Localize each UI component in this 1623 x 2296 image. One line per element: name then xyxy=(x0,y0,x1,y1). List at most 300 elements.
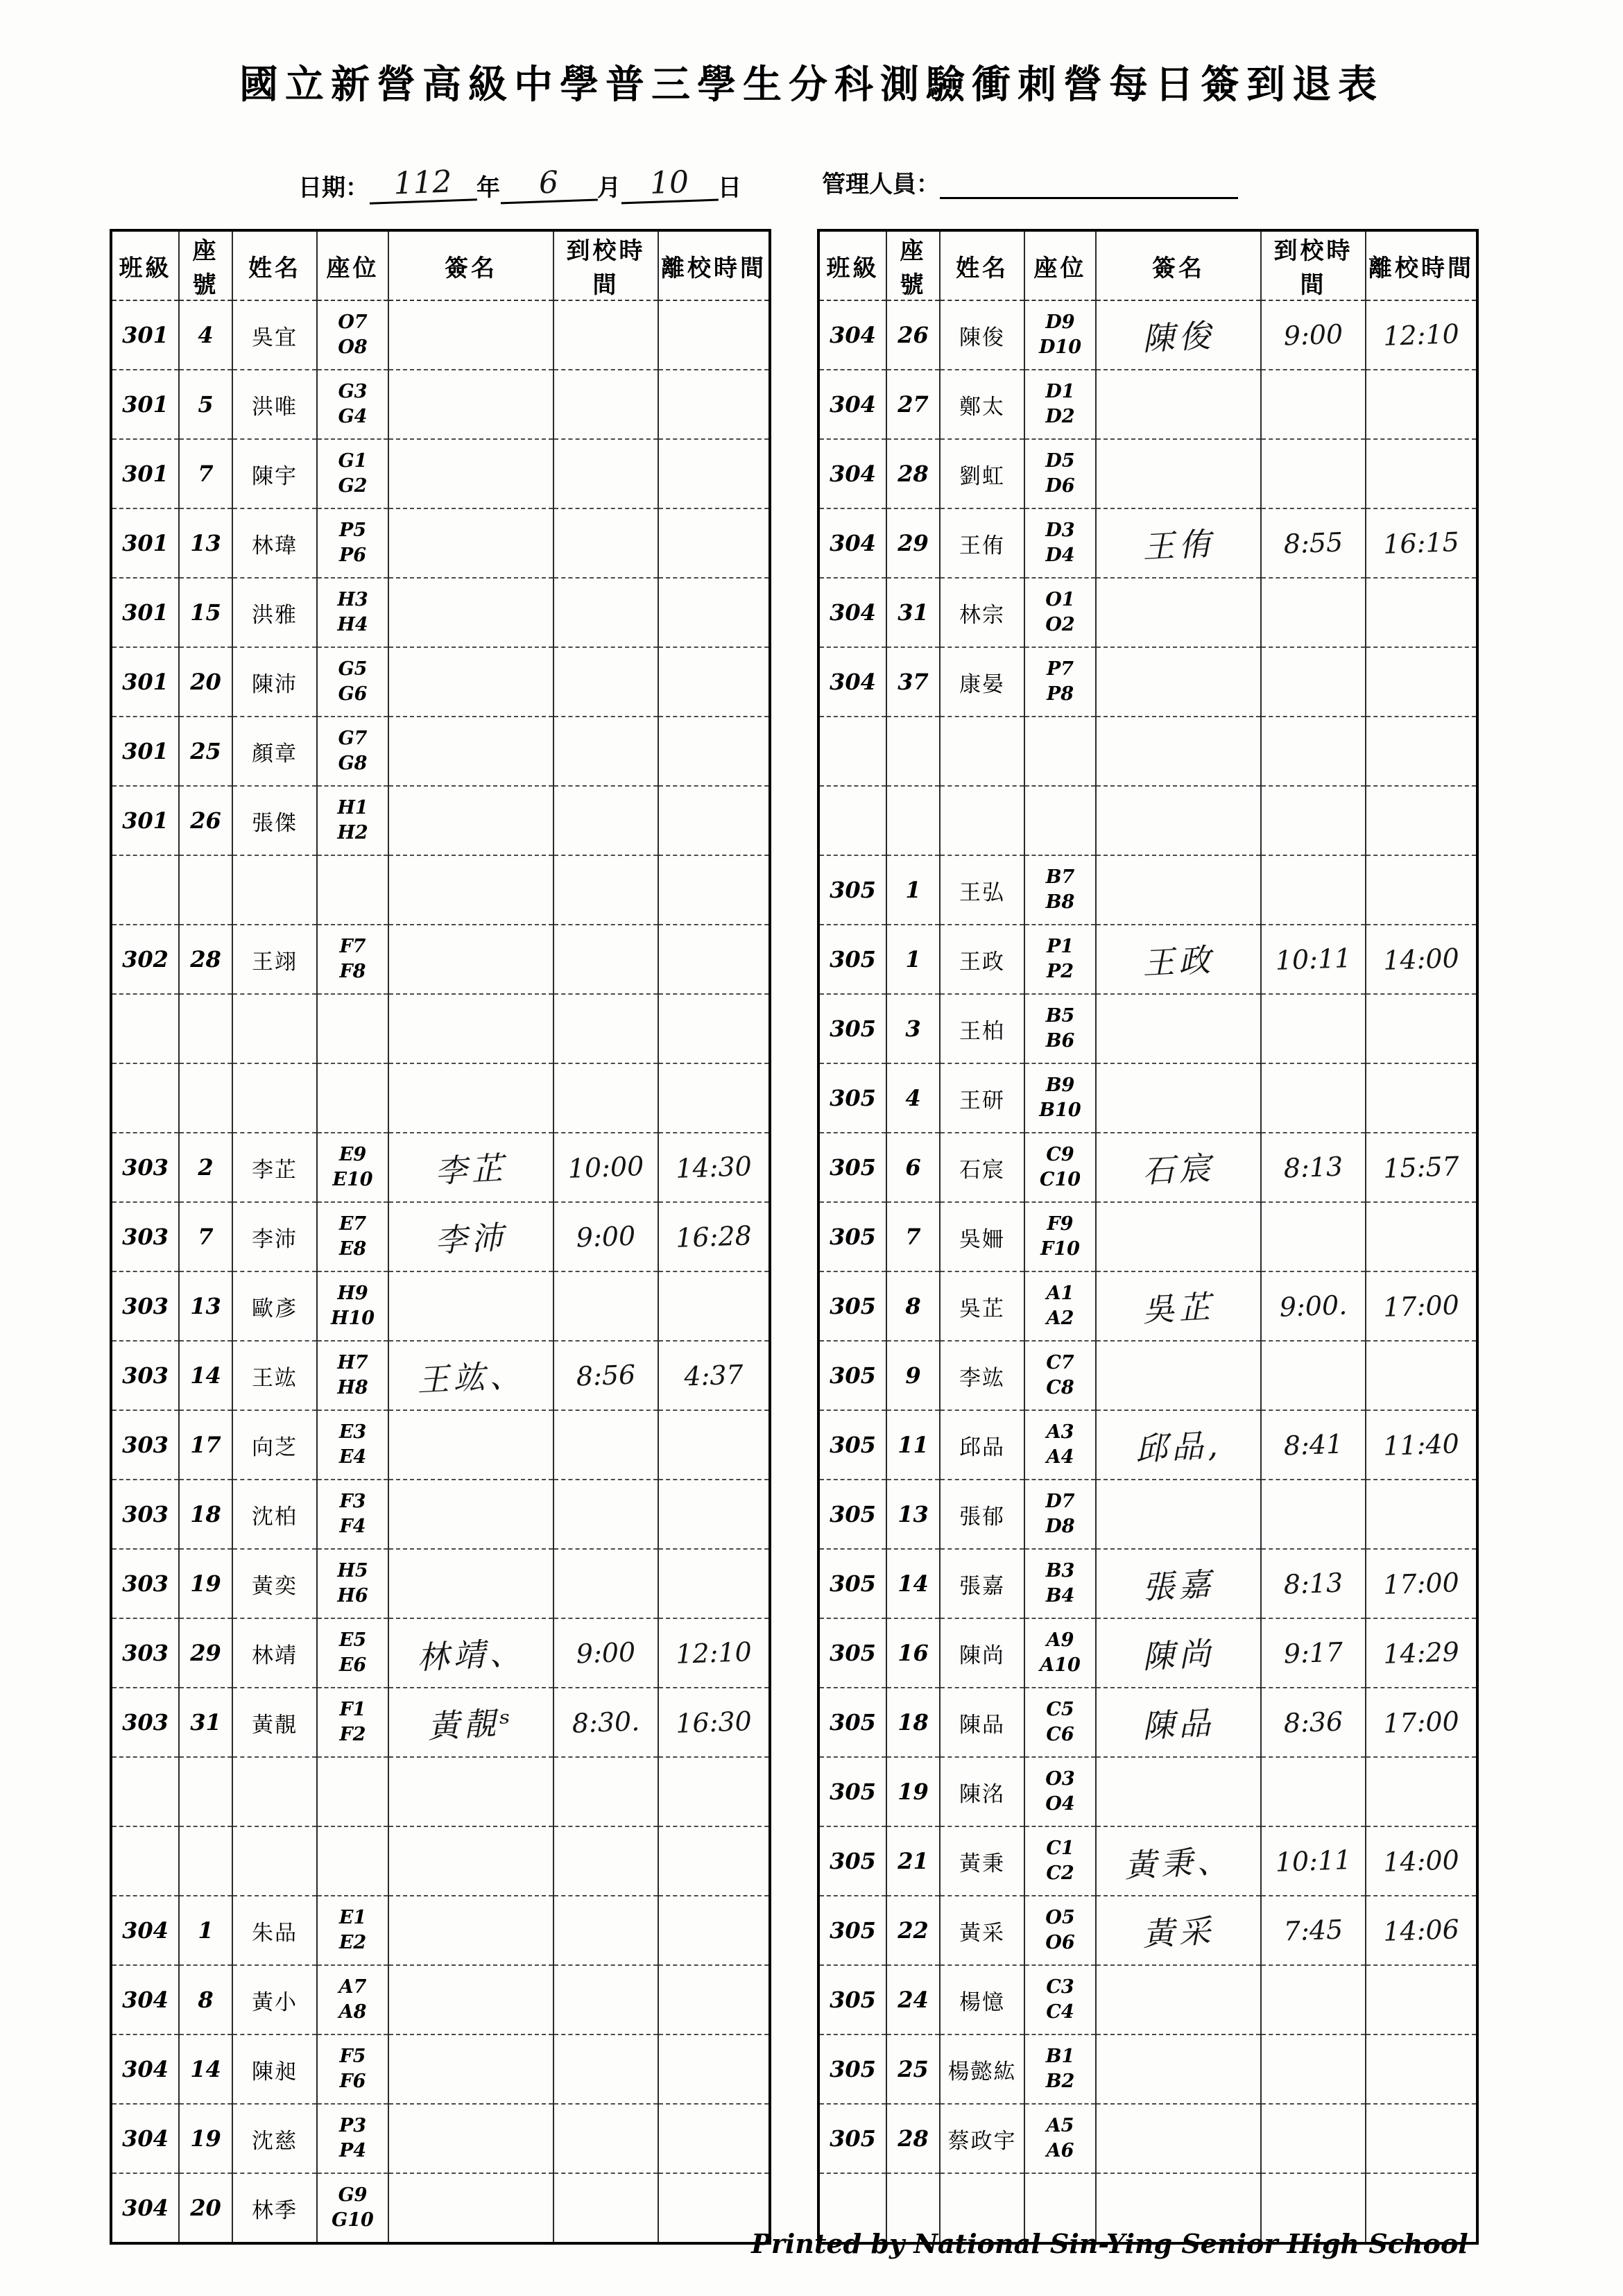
cell-name: 張傑 xyxy=(232,786,317,855)
cell-signature xyxy=(1094,851,1263,929)
cell-departure xyxy=(657,1824,771,1898)
table-row xyxy=(818,1480,1477,1549)
cell-name: 石宸 xyxy=(940,1133,1024,1202)
cell-name: 黃采 xyxy=(940,1896,1024,1965)
column-header: 離校時間 xyxy=(658,230,770,300)
cell-departure: 12:10 xyxy=(1364,298,1478,372)
cell-signature xyxy=(1094,2100,1263,2177)
cell-signature xyxy=(387,643,556,721)
cell-signature xyxy=(387,1267,556,1345)
table-row xyxy=(818,1618,1477,1688)
cell-seat: A9 A10 xyxy=(1024,1618,1096,1688)
cell-class: 301 xyxy=(111,300,179,370)
table-row xyxy=(818,300,1477,370)
cell-signature xyxy=(1094,1059,1263,1137)
cell-seat: A7 A8 xyxy=(317,1965,388,2034)
cell-seat: A5 A6 xyxy=(1024,2104,1096,2173)
cell-seat: G3 G4 xyxy=(317,370,388,439)
table-row xyxy=(111,1133,770,1202)
table-row xyxy=(111,1549,770,1618)
cell-class: 304 xyxy=(111,2034,179,2104)
cell-name: 林季 xyxy=(232,2173,317,2243)
cell-seatno: 20 xyxy=(179,647,232,717)
cell-arrival xyxy=(552,645,659,718)
cell-arrival xyxy=(552,1894,659,1967)
cell-class: 305 xyxy=(818,1480,886,1549)
cell-departure xyxy=(657,853,771,927)
cell-seat: O5 O6 xyxy=(1024,1896,1096,1965)
cell-departure xyxy=(1364,1339,1478,1412)
date-year-field: 112 xyxy=(368,163,477,204)
cell-class: 303 xyxy=(111,1271,179,1341)
cell-arrival xyxy=(552,784,659,857)
cell-departure xyxy=(657,784,771,857)
cell-seat: C7 C8 xyxy=(1024,1341,1096,1410)
cell-name xyxy=(232,994,317,1063)
table-row xyxy=(818,1063,1477,1133)
cell-signature: 陳品 xyxy=(1094,1684,1263,1761)
cell-arrival xyxy=(552,1824,659,1897)
cell-seatno xyxy=(179,1826,232,1896)
cell-seatno: 20 xyxy=(179,2173,232,2243)
cell-class: 305 xyxy=(818,1965,886,2034)
table-row xyxy=(111,1410,770,1480)
cell-name: 陳俊 xyxy=(940,300,1024,370)
cell-seat: E3 E4 xyxy=(317,1410,388,1480)
cell-signature: 王竑、 xyxy=(387,1337,556,1414)
manager-field xyxy=(940,197,1238,199)
cell-class: 303 xyxy=(111,1202,179,1271)
cell-name: 楊懿紘 xyxy=(940,2034,1024,2104)
cell-name: 王弘 xyxy=(940,855,1024,925)
date-label: 日期： xyxy=(298,175,369,201)
cell-departure: 16:30 xyxy=(657,1686,771,1759)
cell-class: 303 xyxy=(111,1133,179,1202)
cell-departure xyxy=(1364,2032,1478,2106)
cell-class: 305 xyxy=(818,1549,886,1618)
cell-departure: 17:00 xyxy=(1364,1269,1478,1343)
cell-name: 陳品 xyxy=(940,1688,1024,1757)
table-row xyxy=(111,786,770,855)
cell-seatno: 15 xyxy=(179,578,232,647)
cell-class: 304 xyxy=(818,508,886,578)
cell-seatno: 13 xyxy=(886,1480,940,1549)
table-row xyxy=(818,508,1477,578)
cell-class: 301 xyxy=(111,717,179,786)
cell-departure xyxy=(1364,853,1478,927)
cell-name: 吳芷 xyxy=(940,1271,1024,1341)
cell-signature xyxy=(1094,574,1263,651)
cell-departure xyxy=(657,437,771,511)
cell-class: 305 xyxy=(818,925,886,994)
cell-seat: D5 D6 xyxy=(1024,439,1096,508)
manager-line xyxy=(822,165,1238,199)
cell-arrival xyxy=(552,576,659,649)
cell-class: 304 xyxy=(111,2104,179,2173)
cell-class xyxy=(111,855,179,925)
cell-name: 康晏 xyxy=(940,647,1024,717)
cell-signature xyxy=(387,1822,556,1900)
cell-name: 林宗 xyxy=(940,578,1024,647)
cell-seat xyxy=(1024,786,1096,855)
cell-class: 305 xyxy=(818,1618,886,1688)
cell-seatno: 21 xyxy=(886,1826,940,1896)
cell-class: 301 xyxy=(111,508,179,578)
sign-in-table-right xyxy=(817,229,1479,2245)
cell-departure: 14:06 xyxy=(1364,1894,1478,1967)
cell-class: 303 xyxy=(111,1410,179,1480)
cell-signature xyxy=(1094,643,1263,721)
cell-name: 朱品 xyxy=(232,1896,317,1965)
cell-seatno: 26 xyxy=(886,300,940,370)
cell-arrival xyxy=(552,1408,659,1481)
cell-class: 304 xyxy=(111,1965,179,2034)
cell-departure: 17:00 xyxy=(1364,1686,1478,1759)
cell-name: 張嘉 xyxy=(940,1549,1024,1618)
cell-departure xyxy=(657,1894,771,1967)
column-header: 姓名 xyxy=(232,230,317,300)
manager-label: 管理人員： xyxy=(822,171,940,198)
cell-seat: F9 F10 xyxy=(1024,1202,1096,1271)
cell-class: 305 xyxy=(818,1202,886,1271)
cell-seat: A1 A2 xyxy=(1024,1271,1096,1341)
cell-departure: 16:15 xyxy=(1364,506,1478,580)
table-row xyxy=(111,717,770,786)
cell-class: 305 xyxy=(818,2104,886,2173)
cell-class: 305 xyxy=(818,1341,886,1410)
cell-name: 黃秉 xyxy=(940,1826,1024,1896)
cell-departure xyxy=(657,1061,771,1135)
cell-seatno: 22 xyxy=(886,1896,940,1965)
cell-signature xyxy=(387,851,556,929)
cell-arrival xyxy=(552,714,659,787)
column-header: 簽名 xyxy=(388,230,553,300)
table-row xyxy=(111,1688,770,1757)
cell-seatno xyxy=(179,1757,232,1826)
cell-seatno: 3 xyxy=(886,994,940,1063)
cell-arrival xyxy=(1260,714,1366,787)
table-row xyxy=(111,647,770,717)
cell-class: 304 xyxy=(818,647,886,717)
cell-class: 303 xyxy=(111,1549,179,1618)
date-line xyxy=(298,165,741,203)
table-row xyxy=(111,578,770,647)
table-row xyxy=(818,647,1477,717)
cell-signature xyxy=(387,435,556,513)
cell-name: 洪雅 xyxy=(232,578,317,647)
cell-class: 302 xyxy=(111,925,179,994)
cell-name: 吳宜 xyxy=(232,300,317,370)
table-row xyxy=(818,370,1477,439)
cell-name: 向芝 xyxy=(232,1410,317,1480)
cell-name: 黃小 xyxy=(232,1965,317,2034)
cell-departure xyxy=(657,1963,771,2037)
cell-arrival xyxy=(1260,368,1366,440)
cell-arrival xyxy=(552,1061,659,1134)
table-row xyxy=(111,370,770,439)
cell-departure xyxy=(1364,2102,1478,2175)
table-row xyxy=(818,994,1477,1063)
cell-seat: B1 B2 xyxy=(1024,2034,1096,2104)
table-row xyxy=(111,994,770,1063)
cell-arrival: 8:13 xyxy=(1260,1131,1366,1203)
cell-signature xyxy=(387,1059,556,1137)
cell-seat: H3 H4 xyxy=(317,578,388,647)
cell-seat: C3 C4 xyxy=(1024,1965,1096,2034)
cell-seatno: 1 xyxy=(179,1896,232,1965)
cell-seat: H7 H8 xyxy=(317,1341,388,1410)
cell-arrival xyxy=(552,1755,659,1828)
cell-seat: F1 F2 xyxy=(317,1688,388,1757)
cell-seatno: 16 xyxy=(886,1618,940,1688)
cell-seat: O1 O2 xyxy=(1024,578,1096,647)
cell-seatno: 28 xyxy=(886,2104,940,2173)
cell-seatno: 14 xyxy=(179,1341,232,1410)
cell-arrival xyxy=(1260,1963,1366,2036)
cell-arrival: 8:30. xyxy=(552,1686,659,1758)
cell-class: 305 xyxy=(818,1757,886,1826)
table-row xyxy=(111,925,770,994)
cell-seat: G1 G2 xyxy=(317,439,388,508)
cell-arrival xyxy=(552,1269,659,1342)
table-row xyxy=(111,2104,770,2173)
date-month-unit: 月 xyxy=(597,175,621,201)
cell-departure xyxy=(657,923,771,996)
cell-seatno: 27 xyxy=(886,370,940,439)
cell-seat xyxy=(1024,717,1096,786)
cell-signature xyxy=(1094,1337,1263,1414)
cell-arrival: 8:56 xyxy=(552,1339,659,1412)
cell-class: 303 xyxy=(111,1480,179,1549)
cell-departure xyxy=(657,2102,771,2175)
cell-departure: 14:30 xyxy=(657,1131,771,1204)
cell-seatno: 8 xyxy=(886,1271,940,1341)
cell-arrival xyxy=(1260,1477,1366,1550)
table-row xyxy=(818,717,1477,786)
table-row xyxy=(818,1965,1477,2034)
cell-departure xyxy=(657,576,771,649)
cell-name: 李沛 xyxy=(232,1202,317,1271)
cell-class: 301 xyxy=(111,439,179,508)
cell-departure: 11:40 xyxy=(1364,1408,1478,1482)
cell-departure xyxy=(1364,645,1478,719)
cell-arrival xyxy=(552,1963,659,2036)
cell-departure: 14:00 xyxy=(1364,923,1478,996)
cell-signature xyxy=(387,504,556,582)
cell-arrival xyxy=(552,1477,659,1550)
cell-seatno: 4 xyxy=(179,300,232,370)
table-row xyxy=(111,1618,770,1688)
cell-arrival xyxy=(1260,576,1366,649)
cell-signature xyxy=(387,712,556,790)
cell-departure xyxy=(657,1755,771,1828)
cell-signature xyxy=(387,296,556,374)
cell-seat: B5 B6 xyxy=(1024,994,1096,1063)
cell-class: 303 xyxy=(111,1618,179,1688)
cell-class: 304 xyxy=(818,300,886,370)
column-header: 簽名 xyxy=(1096,230,1261,300)
cell-seatno: 9 xyxy=(886,1341,940,1410)
cell-signature xyxy=(1094,1753,1263,1831)
table-row xyxy=(111,508,770,578)
cell-arrival xyxy=(1260,1755,1366,1828)
cell-signature: 陳尚 xyxy=(1094,1614,1263,1692)
cell-class xyxy=(111,1063,179,1133)
cell-seatno: 6 xyxy=(886,1133,940,1202)
cell-arrival xyxy=(552,437,659,510)
table-row xyxy=(111,1063,770,1133)
cell-seatno: 1 xyxy=(886,925,940,994)
cell-name: 洪唯 xyxy=(232,370,317,439)
cell-name: 黃靚 xyxy=(232,1688,317,1757)
cell-name: 楊憶 xyxy=(940,1965,1024,2034)
cell-seat: E9 E10 xyxy=(317,1133,388,1202)
cell-signature: 林靖、 xyxy=(387,1614,556,1692)
cell-seat: F7 F8 xyxy=(317,925,388,994)
date-day-unit: 日 xyxy=(718,175,741,201)
table-row xyxy=(818,1202,1477,1271)
cell-name: 沈柏 xyxy=(232,1480,317,1549)
cell-seatno: 7 xyxy=(179,1202,232,1271)
cell-signature xyxy=(1094,2030,1263,2108)
cell-arrival xyxy=(1260,1061,1366,1134)
cell-name: 王研 xyxy=(940,1063,1024,1133)
cell-name xyxy=(940,786,1024,855)
table-row xyxy=(111,1757,770,1826)
cell-name: 林靖 xyxy=(232,1618,317,1688)
cell-class: 305 xyxy=(818,1271,886,1341)
cell-signature xyxy=(387,366,556,443)
cell-departure xyxy=(657,506,771,580)
cell-class: 304 xyxy=(818,370,886,439)
table-row xyxy=(111,1826,770,1896)
cell-arrival: 8:41 xyxy=(1260,1408,1366,1481)
cell-arrival: 10:11 xyxy=(1260,923,1366,995)
cell-arrival xyxy=(552,853,659,926)
cell-signature: 黃秉、 xyxy=(1094,1822,1263,1900)
table-row xyxy=(111,2034,770,2104)
table-row xyxy=(818,1549,1477,1618)
cell-signature xyxy=(1094,1961,1263,2039)
cell-seat: B7 B8 xyxy=(1024,855,1096,925)
cell-seat: P3 P4 xyxy=(317,2104,388,2173)
table-row xyxy=(818,1826,1477,1896)
cell-signature xyxy=(1094,1475,1263,1553)
cell-seat xyxy=(317,994,388,1063)
cell-signature: 李沛 xyxy=(387,1198,556,1276)
cell-departure xyxy=(657,368,771,441)
cell-signature xyxy=(1094,990,1263,1068)
cell-arrival xyxy=(552,992,659,1065)
cell-name: 王柏 xyxy=(940,994,1024,1063)
cell-name xyxy=(232,1757,317,1826)
cell-seat xyxy=(317,1757,388,1826)
cell-seat: H9 H10 xyxy=(317,1271,388,1341)
cell-seatno xyxy=(886,717,940,786)
cell-signature: 李芷 xyxy=(387,1129,556,1206)
cell-name: 歐彥 xyxy=(232,1271,317,1341)
cell-departure xyxy=(657,992,771,1065)
cell-signature xyxy=(387,1406,556,1484)
cell-arrival: 9:00 xyxy=(552,1200,659,1273)
cell-signature xyxy=(387,1753,556,1831)
printed-by-footer: Printed by National Sin-Ying Senior High School xyxy=(751,2228,1468,2259)
cell-departure xyxy=(1364,1200,1478,1274)
table-row xyxy=(111,1896,770,1965)
cell-seat: G9 G10 xyxy=(317,2173,388,2243)
cell-seat xyxy=(317,1826,388,1896)
cell-arrival: 9:17 xyxy=(1260,1616,1366,1689)
cell-seatno: 1 xyxy=(886,855,940,925)
cell-departure xyxy=(1364,576,1478,649)
cell-arrival xyxy=(552,2032,659,2105)
cell-arrival xyxy=(1260,992,1366,1065)
cell-signature: 黃采 xyxy=(1094,1892,1263,1969)
cell-class xyxy=(111,1757,179,1826)
table-row xyxy=(818,1896,1477,1965)
cell-signature: 黃靚ˢ xyxy=(387,1684,556,1761)
table-row xyxy=(111,1965,770,2034)
cell-signature xyxy=(1094,1198,1263,1276)
cell-seat: O3 O4 xyxy=(1024,1757,1096,1826)
table-row xyxy=(818,2104,1477,2173)
cell-class: 301 xyxy=(111,370,179,439)
cell-departure xyxy=(1364,1755,1478,1828)
cell-seatno: 19 xyxy=(179,2104,232,2173)
cell-signature xyxy=(387,1475,556,1553)
cell-seatno: 25 xyxy=(886,2034,940,2104)
cell-signature xyxy=(1094,435,1263,513)
cell-seatno: 13 xyxy=(179,508,232,578)
cell-class: 305 xyxy=(818,1826,886,1896)
cell-class: 305 xyxy=(818,1133,886,1202)
cell-seatno: 25 xyxy=(179,717,232,786)
cell-signature xyxy=(387,1892,556,1969)
cell-signature: 張嘉 xyxy=(1094,1545,1263,1622)
table-row xyxy=(111,2173,770,2243)
table-row xyxy=(111,855,770,925)
cell-name: 吳姍 xyxy=(940,1202,1024,1271)
cell-seatno: 19 xyxy=(886,1757,940,1826)
cell-name: 李竑 xyxy=(940,1341,1024,1410)
table-row xyxy=(818,1757,1477,1826)
cell-departure xyxy=(1364,714,1478,788)
cell-arrival: 9:00 xyxy=(552,1616,659,1689)
cell-departure: 17:00 xyxy=(1364,1547,1478,1620)
cell-seat: H1 H2 xyxy=(317,786,388,855)
cell-seat: B9 B10 xyxy=(1024,1063,1096,1133)
column-header: 座號 xyxy=(886,230,940,300)
cell-arrival xyxy=(552,298,659,371)
table-row xyxy=(818,578,1477,647)
table-row xyxy=(818,925,1477,994)
cell-arrival xyxy=(552,2171,659,2245)
column-header: 到校時間 xyxy=(553,230,658,300)
cell-seatno: 19 xyxy=(179,1549,232,1618)
cell-seatno: 17 xyxy=(179,1410,232,1480)
cell-departure xyxy=(657,714,771,788)
cell-seat xyxy=(317,855,388,925)
cell-seat: E1 E2 xyxy=(317,1896,388,1965)
cell-arrival: 10:11 xyxy=(1260,1824,1366,1897)
cell-seat: P7 P8 xyxy=(1024,647,1096,717)
cell-signature xyxy=(1094,712,1263,790)
cell-seat: H5 H6 xyxy=(317,1549,388,1618)
cell-seat: C5 C6 xyxy=(1024,1688,1096,1757)
date-day-field: 10 xyxy=(620,164,719,205)
cell-arrival: 10:00 xyxy=(552,1131,659,1203)
cell-arrival: 9:00 xyxy=(1260,298,1366,371)
